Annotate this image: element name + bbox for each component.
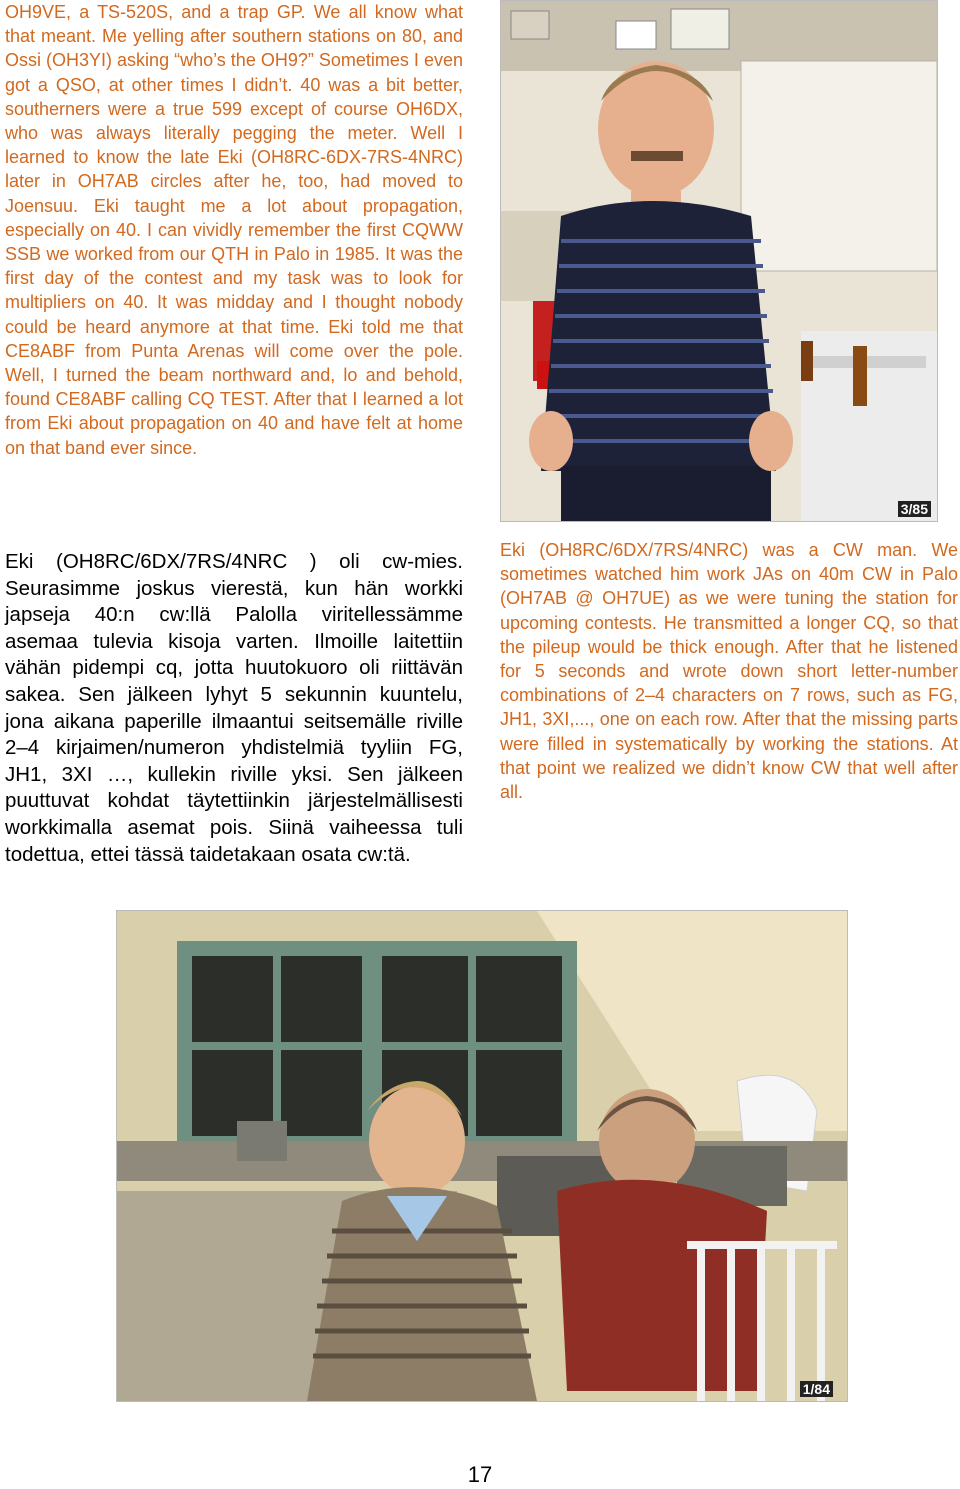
page-number: 17 [467, 1462, 493, 1487]
photo-operator-illustration [501, 1, 937, 521]
paragraph-propagation-story: OH9VE, a TS-520S, and a trap GP. We all know what that meant. Me yelling after southern stations on 80, and Ossi (OH3YI) asking “who’s the OH9?” Sometimes I even got a QSO, at other times I didn’t. 40 was a bit better, southerners were a true 599 except of course OH6DX, who was always literally pegging the meter. Well I learned to know the late Eki (OH8RC-6DX-7RS-4NRC) later in OH7AB circles after he, too, had moved to Joensuu. Eki taught me a lot about propagation, especially on 40. I can vividly remember the first CQWW SSB we worked from our QTH in Palo in 1985. It was the first day of the contest and my task was to look for multipliers on 40. It was midday and I thought nobody could be heard anymore at that time. Eki told me that CE8ABF from Punta Arenas will come over the pole. Well, I turned the beam northward and, lo and behold, found CE8ABF calling CQ TEST. After that I learned a lot from Eki about propagation on 40 and have felt at home on that band ever since. [5, 2, 463, 458]
photo-date-stamp: 3/85 [898, 501, 931, 517]
paragraph-english-cw-story: Eki (OH8RC/6DX/7RS/4NRC) was a CW man. We sometimes watched him work JAs on 40m CW in Palo (OH7AB @ OH7UE) as we were tuning the station for upcoming contests. He transmitted a longer CQ, so that the pileup would be thick enough. After that he listened for 5 seconds and wrote down short letter-number combinations of 2–4 characters on 7 rows, such as FG, JH1, 3XI,..., one on each row. After that the missing parts were filled in systematically by working the stations. At that point we realized we didn’t know CW that well after all. [500, 540, 958, 803]
photo-date-stamp: 1/84 [800, 1381, 833, 1397]
photo-radio-station [116, 910, 848, 1402]
paragraph-finnish-cw-story: Eki (OH8RC/6DX/7RS/4NRC ) oli cw-mies. Seurasimme joskus vierestä, kun hän workki japseja 40:n cw:llä Palolla viritellessämme asemaa tulevia kisoja varten. Ilmoille laitettiin vähän pidempi cq, jotta huutokuoro oli riittävän sakea. Sen jälkeen lyhyt 5 sekunnin kuuntelu, jona aikana paperille ilmaantui seitsemälle riville 2–4 kirjaimen/numeron yhdistelmiä tyyliin FG, JH1, 3XI …, kullekin riville yksi. Sen jälkeen puuttuvat kohdat täytettiinkin järjestelmällisesti workkimalla asemat pois. Siinä vaiheessa tuli todettua, ettei tässä taidetakaan osata cw:tä. [5, 550, 463, 866]
photo-operator-standing [500, 0, 938, 522]
photo-station-illustration [117, 911, 847, 1401]
